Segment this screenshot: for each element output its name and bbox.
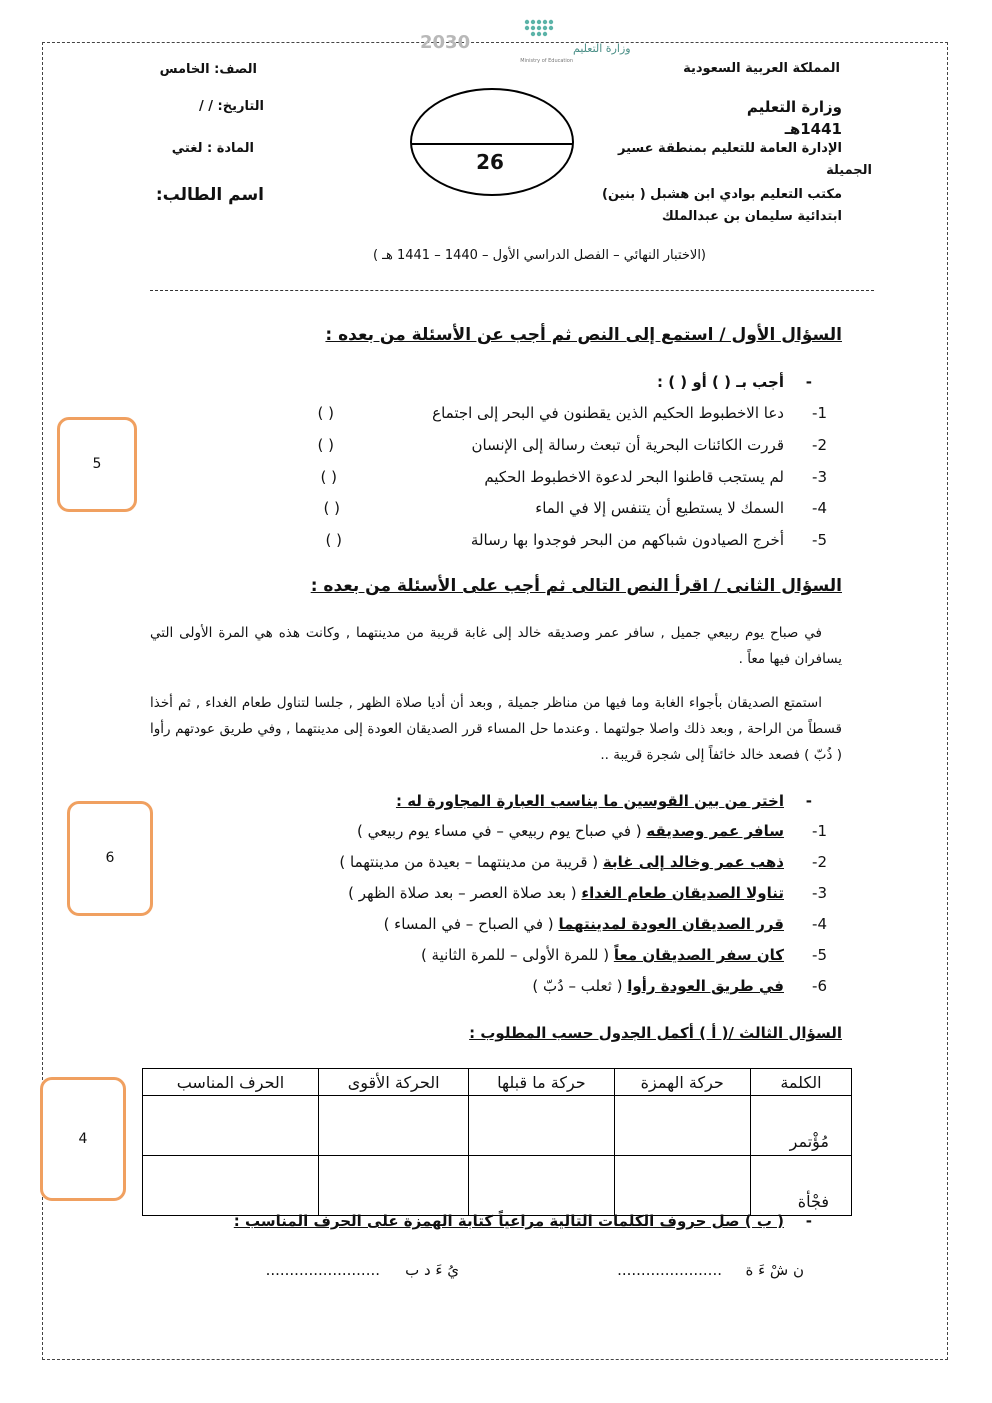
svg-text:2030: 2030 (420, 32, 471, 53)
q2-item-lead: تناولا الصديقان طعام الغداء (581, 884, 784, 902)
q2-title: السؤال الثانى / اقرأ النص التالى ثم أجب على الأسئلة من بعده : (310, 576, 842, 596)
table-answer-cell[interactable] (143, 1096, 319, 1156)
kingdom-label: المملكة العربية السعودية (683, 61, 840, 76)
q1-item-num: 4- (812, 499, 827, 517)
table-word-cell: فجْأة (750, 1156, 851, 1216)
date-label: التاريخ: / / (198, 99, 264, 114)
q3-mark-box: 4 (40, 1077, 126, 1201)
q1-answer-blank[interactable]: ( ) (325, 531, 342, 549)
q1-bullet: - (805, 373, 812, 391)
table-header-cell: الحرف المناسب (143, 1069, 319, 1096)
year-label: 1441هـ (784, 120, 842, 138)
table-answer-cell[interactable] (318, 1156, 468, 1216)
q1-item-text: دعا الاخطبوط الحكيم الذين يقطنون في البحر إلى اجتماع (432, 404, 784, 422)
table-answer-cell[interactable] (614, 1096, 750, 1156)
admin-label: الإدارة العامة للتعليم بمنطقة عسير (618, 141, 842, 156)
q2-mark-box: 6 (67, 801, 153, 916)
q1-instruction: أجب بـ ( ) أو ( ) : (656, 373, 784, 391)
q2-item (384, 915, 784, 933)
score-divider (412, 143, 572, 145)
q2-item-options[interactable]: ( بعد صلاة العصر – بعد صلاة الظهر ) (348, 884, 582, 902)
q2-paragraph-2: استمتع الصديقان بأجواء الغابة وما فيها من مناظر جميلة , وبعد أن أديا صلاة الظهر , جلسا لتناول طعام الغداء , ثم أخذا قسطاً من الراحة , وبعد ذلك واصلا جولتهما . وعندما حل المساء قرر الصديقان العودة إلى مدينتهما , وفي طريق عودتهم رأوا ( ذُبّ ) فصعد خالد خائفاً إلى شجرة قريبة .. (150, 695, 842, 763)
table-answer-cell[interactable] (614, 1156, 750, 1216)
q2-item-options[interactable]: ( في صباح يوم ربيعي – في مساء يوم ربيعي ) (357, 822, 647, 840)
q2-item-num: 3- (812, 884, 827, 902)
q1-answer-blank[interactable]: ( ) (320, 468, 337, 486)
q2-item (421, 946, 784, 964)
q1-title: السؤال الأول / استمع إلى النص ثم أجب عن الأسئلة من بعده : (325, 325, 842, 345)
ministry-label: وزارة التعليم (746, 98, 842, 116)
table-answer-cell[interactable] (318, 1096, 468, 1156)
q1-answer-blank[interactable]: ( ) (317, 436, 334, 454)
q1-item-num: 5- (812, 531, 827, 549)
grade-label: الصف: الخامس (159, 62, 257, 77)
q2-item-lead: في طريق العودة رأوا (627, 977, 784, 995)
q2-item-lead: سافر عمر وصديقه (646, 822, 784, 840)
q2-item-options[interactable]: ( في الصباح – في المساء ) (383, 915, 559, 933)
q2-bullet: - (805, 792, 812, 810)
table-header-cell: الحركة الأقوى (318, 1069, 468, 1096)
ministry-logo (415, 14, 631, 66)
score-oval (410, 88, 574, 196)
table-answer-cell[interactable] (143, 1156, 319, 1216)
table-header-cell: حركة ما قبلها (469, 1069, 614, 1096)
q2-item-lead: كان سفر الصديقان معاً (613, 946, 784, 964)
q1-item-text: السمك لا يستطيع أن يتنفس إلا في الماء (535, 499, 784, 517)
table-answer-cell[interactable] (469, 1096, 614, 1156)
admin-label-2: الجميلة (826, 163, 872, 178)
q2-item (532, 977, 784, 995)
word-answer-blank[interactable]: ...................... (617, 1261, 722, 1279)
q2-item-lead: قرر الصديقان العودة لمدينتهما (558, 915, 784, 933)
svg-text:Ministry of Education: Ministry of Education (520, 58, 573, 64)
q2-item (339, 853, 784, 871)
q1-item-num: 3- (812, 468, 827, 486)
q1-item-text: قررت الكائنات البحرية أن تبعث رسالة إلى الإنسان (471, 436, 784, 454)
subject-label: المادة : لغتي (171, 141, 254, 156)
school-label: ابتدائية سليمان بن عبدالملك (661, 209, 842, 224)
svg-text:وزارة التعليم: وزارة التعليم (573, 42, 631, 55)
q2-paragraph-1: في صباح يوم ربيعي جميل , سافر عمر وصديقه خالد إلى غابة قريبة من مدينتهما , وكانت هذه هي المرة الأولى التي يسافران فيها معاً . (150, 625, 842, 667)
q1-item-text: لم يستجب قاطنوا البحر لدعوة الاخطبوط الحكيم (484, 468, 784, 486)
q2-item-options[interactable]: ( قريبة من مدينتهما – بعيدة من مدينتهما ) (339, 853, 603, 871)
table-answer-cell[interactable] (469, 1156, 614, 1216)
hamza-table (142, 1068, 852, 1216)
table-header-cell: الكلمة (750, 1069, 851, 1096)
word-letters: ن شْ ءَ ة (745, 1261, 804, 1279)
office-label: مكتب التعليم بوادي ابن هشبل ( بنين) (602, 187, 842, 202)
total-score: 26 (476, 150, 504, 174)
q3b-bullet: - (805, 1212, 812, 1230)
q2-item-num: 6- (812, 977, 827, 995)
q3b-instruction: ( ب ) صل حروف الكلمات التالية مراعياً كتابة الهمزة على الحرف المناسب : (233, 1212, 784, 1230)
word-letters: يُ ءَ د ب (405, 1261, 459, 1279)
student-name-label: اسم الطالب: (155, 185, 264, 205)
q3-title: السؤال الثالث /( أ ) أكمل الجدول حسب المطلوب : (469, 1024, 842, 1042)
q2-item-num: 5- (812, 946, 827, 964)
table-header-cell: حركة الهمزة (614, 1069, 750, 1096)
logo-graphic (415, 14, 631, 66)
q2-item (348, 884, 784, 902)
table-word-cell: مُؤْتمر (750, 1096, 851, 1156)
q1-mark-box: 5 (57, 417, 137, 512)
word-answer-blank[interactable]: ........................ (265, 1261, 380, 1279)
q1-item-num: 1- (812, 404, 827, 422)
header-separator (150, 290, 874, 291)
q2-item (357, 822, 784, 840)
q2-item-lead: ذهب عمر وخالد إلى غابة (602, 853, 784, 871)
q2-item-num: 1- (812, 822, 827, 840)
q2-item-num: 4- (812, 915, 827, 933)
exam-title: (الاختبار النهائي – الفصل الدراسي الأول – 1440 – 1441 هـ ) (372, 248, 706, 263)
q1-answer-blank[interactable]: ( ) (323, 499, 340, 517)
q2-item-num: 2- (812, 853, 827, 871)
q1-item-num: 2- (812, 436, 827, 454)
table-header-row (143, 1069, 852, 1096)
q1-item-text: أخرج الصيادون شباكهم من البحر فوجدوا بها رسالة (470, 531, 784, 549)
q2-item-options[interactable]: ( ثعلب – دُبّ ) (532, 977, 628, 995)
q1-answer-blank[interactable]: ( ) (317, 404, 334, 422)
table-row (143, 1096, 852, 1156)
q2-item-options[interactable]: ( للمرة الأولى – للمرة الثانية ) (420, 946, 614, 964)
table-row (143, 1156, 852, 1216)
q2-instruction: اختر من بين القوسين ما يناسب العبارة المجاورة له : (395, 792, 784, 810)
